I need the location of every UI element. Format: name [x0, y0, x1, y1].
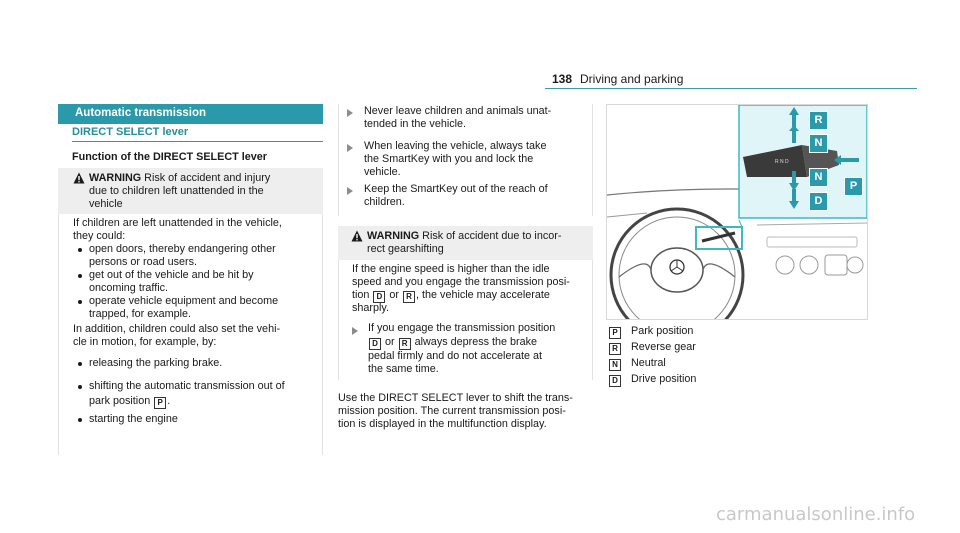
gear-r-icon: R [403, 291, 415, 303]
gear-label-d: D [809, 192, 828, 211]
subsection-rule [72, 141, 323, 142]
warning-label: WARNING [89, 172, 142, 184]
bullet-line: open doors, thereby endangering other [89, 243, 276, 255]
gear-label-r: R [809, 111, 828, 130]
warning-intro-line2: they could: [73, 230, 126, 242]
subsection-title: DIRECT SELECT lever [72, 126, 189, 138]
warning-icon [351, 230, 363, 242]
bullet [78, 418, 82, 422]
bullet-line: oncoming traffic. [89, 282, 169, 294]
warning2-para-line1: If the engine speed is higher than the idle [352, 263, 550, 275]
instruction-line: children. [364, 196, 405, 208]
warning2-label: WARNING [367, 230, 420, 242]
warning2-title-line1: Risk of accident due to incor- [419, 230, 562, 242]
legend-item [608, 357, 666, 371]
section-title: Automatic transmission [75, 107, 206, 119]
warning2-arrow-line1: If you engage the transmission position [368, 322, 556, 334]
warning2-para-line2: speed and you engage the transmission posi- [352, 276, 570, 288]
gear-label-n: N [809, 168, 828, 187]
warning2-arrow-line3: pedal firmly and do not accelerate at [368, 350, 543, 362]
gear-d-icon: D [373, 291, 385, 303]
bullet [78, 300, 82, 304]
warning-icon [73, 172, 85, 184]
legend-label: Drive position [631, 373, 697, 385]
arrow-icon [347, 109, 353, 117]
function-heading: Function of the DIRECT SELECT lever [72, 151, 267, 163]
instruction-line: vehicle. [364, 166, 401, 178]
warning2-arrow-line4: the same time. [368, 363, 439, 375]
svg-text:R N D: R N D [775, 159, 789, 165]
warning-title-line1: Risk of accident and injury [141, 172, 271, 184]
gear-p-icon: P [154, 397, 166, 409]
bullet-line: get out of the vehicle and be hit by [89, 269, 254, 281]
instruction-line: Keep the SmartKey out of the reach of [364, 183, 548, 195]
page-section-title: Driving and parking [580, 72, 684, 86]
gear-p-icon: P [609, 327, 621, 339]
middle-border [338, 104, 339, 216]
page-number: 138 [552, 72, 573, 86]
addition-line2: cle in motion, for example, by: [73, 336, 217, 348]
legend-label: Reverse gear [631, 341, 696, 353]
legend-item [608, 373, 696, 387]
bullet-line: persons or road users. [89, 256, 198, 268]
bullet [78, 274, 82, 278]
warning2-title [367, 230, 561, 243]
arrow-text: always depress the brake [414, 336, 538, 348]
bullet-line [89, 395, 170, 409]
bullet [78, 385, 82, 389]
arrow-icon [347, 144, 353, 152]
warning-title [89, 172, 270, 185]
warning-title-line3: vehicle [89, 198, 123, 210]
instruction-line: the SmartKey with you and lock the [364, 153, 534, 165]
bullet-line: shifting the automatic transmission out of [89, 380, 285, 392]
warning-title-line2: due to children left unattended in the [89, 185, 264, 197]
footer-watermark: carmanualsonline.info [716, 504, 916, 525]
para-text: , the vehicle may accelerate [416, 289, 550, 301]
gear-r-icon: R [399, 338, 411, 350]
instruction-line: Never leave children and animals unat- [364, 105, 552, 117]
legend-item [608, 341, 696, 355]
arrow-icon [352, 327, 358, 335]
para-text: tion [352, 289, 370, 301]
figure-frame [606, 104, 868, 320]
warning2-title-line2: rect gearshifting [367, 243, 444, 255]
bullet [78, 362, 82, 366]
warning-intro-line1: If children are left unattended in the vehicle, [73, 217, 282, 229]
warning2-para-line4: sharply. [352, 302, 390, 314]
header-rule [545, 88, 917, 89]
bullet-line: operate vehicle equipment and become [89, 295, 279, 307]
use-line1: Use the DIRECT SELECT lever to shift the trans- [338, 392, 573, 404]
steering-wheel-illustration [607, 105, 867, 319]
legend-label: Park position [631, 325, 694, 337]
gear-label-p: P [844, 177, 863, 196]
warning2-para-line3 [352, 289, 550, 303]
bullet-end: . [167, 395, 171, 407]
gear-label-n: N [809, 134, 828, 153]
gear-d-icon: D [369, 338, 381, 350]
para-text: or [389, 289, 400, 301]
gear-n-icon: N [609, 359, 621, 371]
instruction-line: When leaving the vehicle, always take [364, 140, 547, 152]
use-line3: tion is displayed in the multifunction display. [338, 418, 547, 430]
gear-d-icon: D [609, 375, 621, 387]
gear-r-icon: R [609, 343, 621, 355]
instruction-line: tended in the vehicle. [364, 118, 467, 130]
bullet-text: park position [89, 395, 151, 407]
middle-border-right [592, 104, 593, 216]
bullet-line: releasing the parking brake. [89, 357, 223, 369]
arrow-text: or [385, 336, 395, 348]
bullet-line: trapped, for example. [89, 308, 192, 320]
arrow-icon [347, 187, 353, 195]
legend-label: Neutral [631, 357, 666, 369]
bullet [78, 248, 82, 252]
legend-item [608, 325, 693, 339]
use-line2: mission position. The current transmission posi- [338, 405, 566, 417]
addition-line1: In addition, children could also set the vehi- [73, 323, 281, 335]
bullet-line: starting the engine [89, 413, 178, 425]
warning2-arrow-line2 [368, 336, 537, 350]
